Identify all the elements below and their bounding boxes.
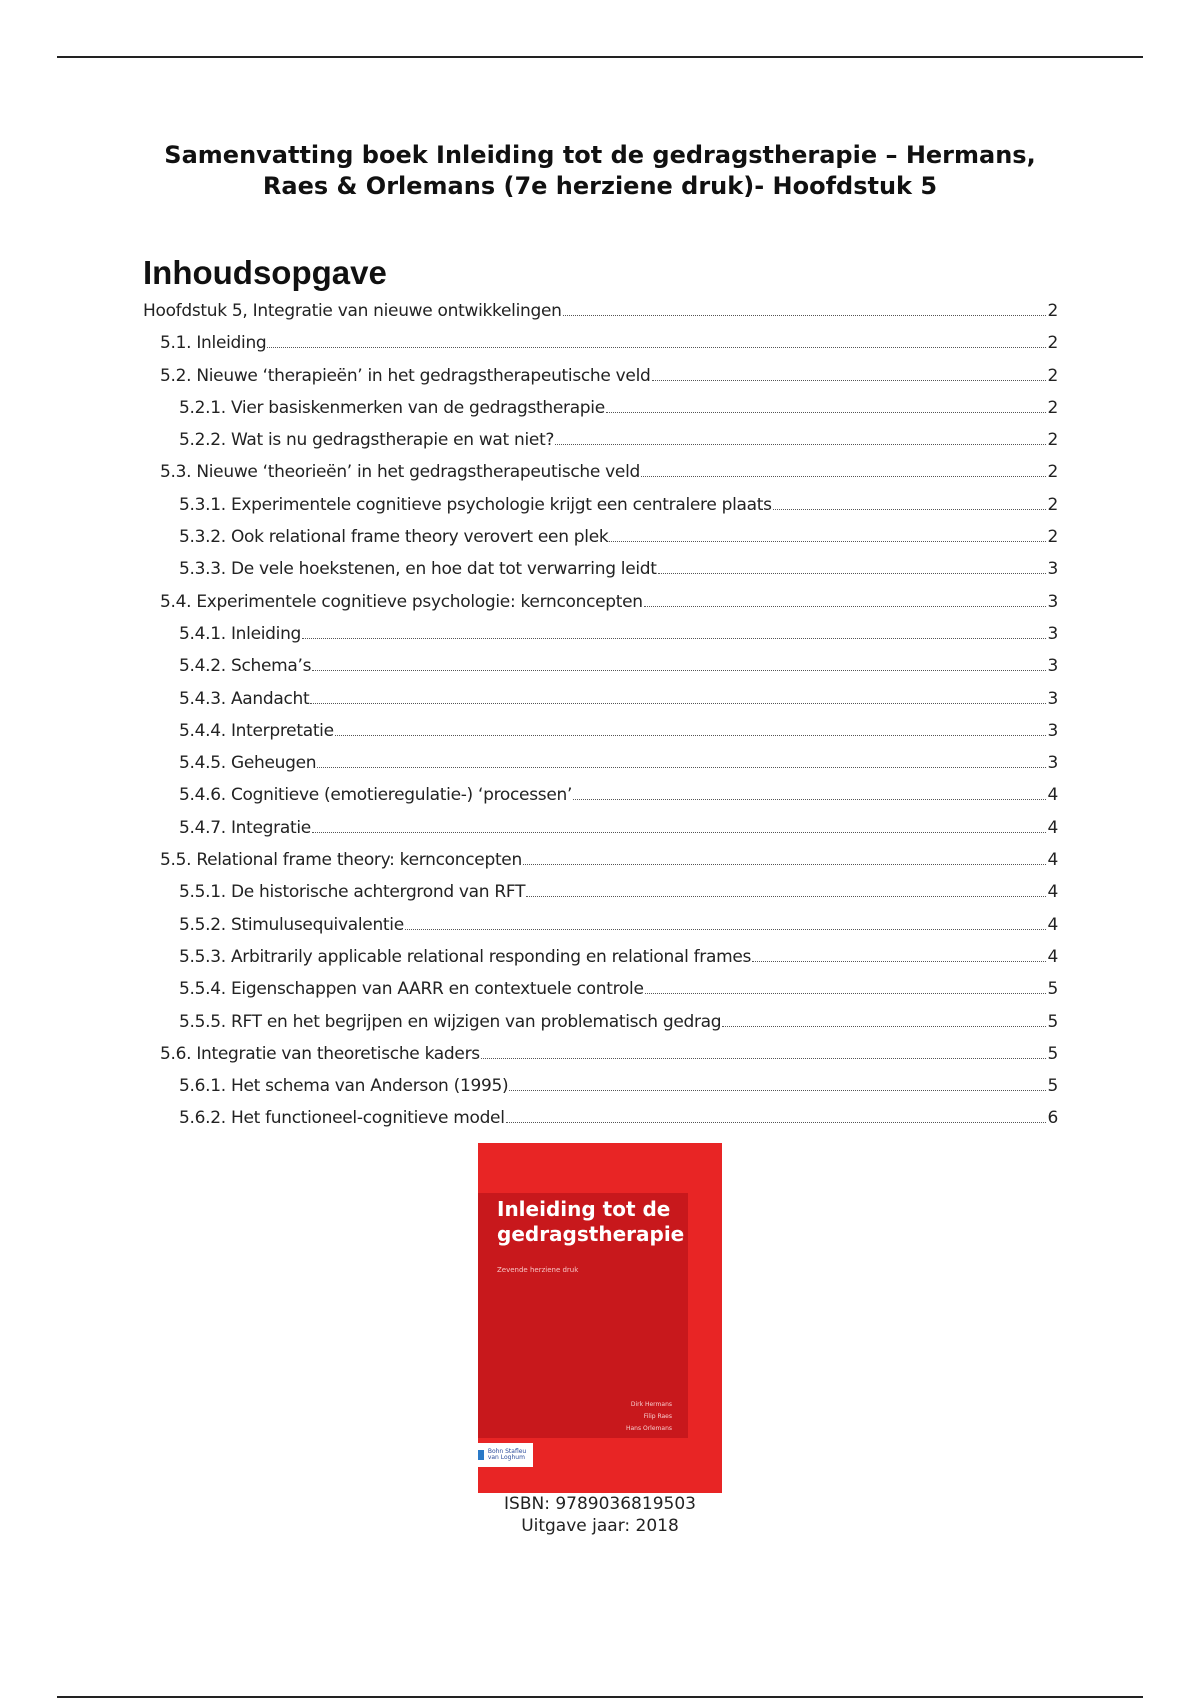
toc-dot-leader (652, 380, 1047, 381)
toc-entry-page: 2 (1047, 333, 1058, 354)
toc-entry[interactable] (143, 462, 1058, 494)
toc-heading: Inhoudsopgave (143, 254, 387, 291)
toc-entry[interactable] (143, 915, 1058, 947)
toc-entry-label: 5.4.4. Interpretatie (179, 720, 334, 741)
toc-entry-page: 3 (1047, 720, 1058, 741)
toc-entry-label: 5.5.5. RFT en het begrijpen en wijzigen van problematisch gedrag (179, 1011, 722, 1032)
toc-dot-leader (641, 476, 1046, 477)
toc-entry[interactable] (143, 527, 1058, 559)
toc-entry[interactable] (143, 656, 1058, 688)
toc-entry[interactable] (143, 785, 1058, 817)
toc-entry-label: 5.4.5. Geheugen (179, 753, 317, 774)
toc-entry-label: 5.6. Integratie van theoretische kaders (160, 1043, 480, 1064)
toc-dot-leader (773, 509, 1047, 510)
toc-entry-label: 5.3.1. Experimentele cognitieve psychologie krijgt een centralere plaats (179, 494, 772, 515)
toc-entry-label: 5.2.2. Wat is nu gedragstherapie en wat niet? (179, 430, 555, 451)
toc-entry-label: 5.5.2. Stimulusequivalentie (179, 914, 404, 935)
toc-entry-page: 2 (1047, 301, 1058, 321)
toc-entry-page: 2 (1047, 494, 1058, 515)
toc-dot-leader (335, 735, 1047, 736)
toc-entry[interactable] (143, 301, 1058, 333)
toc-entry[interactable] (143, 624, 1058, 656)
toc-entry-label: 5.5. Relational frame theory: kernconcepten (160, 850, 522, 871)
toc-entry[interactable] (143, 559, 1058, 591)
toc-entry[interactable] (143, 398, 1058, 430)
toc-entry-label: 5.2.1. Vier basiskenmerken van de gedragstherapie (179, 397, 605, 418)
toc-entry[interactable] (143, 689, 1058, 721)
toc-dot-leader (523, 864, 1047, 865)
toc-entry-page: 4 (1047, 785, 1058, 806)
publisher-logo (478, 1443, 533, 1467)
toc-dot-leader (752, 961, 1046, 962)
toc-entry-label: 5.3.3. De vele hoekstenen, en hoe dat tot verwarring leidt (179, 559, 657, 580)
toc-entry[interactable] (143, 850, 1058, 882)
toc-dot-leader (555, 444, 1046, 445)
toc-entry-label: 5.4.3. Aandacht (179, 688, 310, 709)
toc-entry-page: 3 (1047, 753, 1058, 774)
toc-entry-page: 3 (1047, 623, 1058, 644)
toc-entry[interactable] (143, 753, 1058, 785)
toc-dot-leader (312, 670, 1046, 671)
publisher-name: Bohn Stafleu van Loghum (487, 1448, 527, 1461)
toc-entry-page: 5 (1047, 979, 1058, 1000)
toc-entry[interactable] (143, 430, 1058, 462)
toc-entry-label: 5.4.7. Integratie (179, 817, 311, 838)
toc-dot-leader (310, 703, 1046, 704)
toc-entry[interactable] (143, 818, 1058, 850)
toc-entry-page: 3 (1047, 591, 1058, 612)
toc-dot-leader (267, 347, 1046, 348)
toc-entry-label: 5.3. Nieuwe ‘theorieën’ in het gedragstherapeutische veld (160, 462, 640, 483)
toc-entry-label: 5.4.6. Cognitieve (emotieregulatie-) ‘processen’ (179, 785, 573, 806)
toc-entry-label: 5.2. Nieuwe ‘therapieën’ in het gedragstherapeutische veld (160, 365, 651, 386)
table-of-contents (143, 301, 1058, 1141)
toc-entry-page: 2 (1047, 430, 1058, 451)
publication-year: Uitgave jaar: 2018 (521, 1516, 679, 1536)
bottom-rule (57, 1696, 1143, 1698)
toc-entry-page: 2 (1047, 527, 1058, 548)
toc-dot-leader (317, 767, 1046, 768)
toc-entry-page: 5 (1047, 1076, 1058, 1097)
toc-dot-leader (658, 573, 1047, 574)
toc-entry-page: 2 (1047, 397, 1058, 418)
publisher-logo-icon (478, 1450, 484, 1460)
toc-entry-label: Hoofdstuk 5, Integratie van nieuwe ontwikkelingen (143, 301, 562, 321)
toc-entry[interactable] (143, 1012, 1058, 1044)
toc-entry-page: 4 (1047, 850, 1058, 871)
toc-dot-leader (405, 929, 1047, 930)
cover-author: Filip Raes (643, 1413, 672, 1420)
toc-entry-label: 5.4.1. Inleiding (179, 623, 302, 644)
toc-dot-leader (526, 896, 1046, 897)
toc-dot-leader (563, 315, 1047, 316)
toc-entry[interactable] (143, 1044, 1058, 1076)
toc-entry[interactable] (143, 333, 1058, 365)
cover-author: Hans Orlemans (625, 1425, 672, 1432)
toc-entry-page: 5 (1047, 1043, 1058, 1064)
toc-entry-page: 4 (1047, 946, 1058, 967)
toc-dot-leader (644, 606, 1047, 607)
document-title: Samenvatting boek Inleiding tot de gedragstherapie – Hermans, Raes & Orlemans (7e herziene druk)- Hoofdstuk 5 (164, 141, 1036, 200)
toc-entry[interactable] (143, 366, 1058, 398)
book-cover (478, 1143, 722, 1493)
toc-entry-label: 5.5.4. Eigenschappen van AARR en contextuele controle (179, 979, 644, 1000)
toc-entry-page: 6 (1047, 1108, 1058, 1129)
toc-entry-label: 5.4.2. Schema’s (179, 656, 312, 677)
toc-entry-page: 4 (1047, 882, 1058, 903)
toc-entry[interactable] (143, 882, 1058, 914)
toc-entry[interactable] (143, 979, 1058, 1011)
toc-dot-leader (302, 638, 1046, 639)
top-rule (57, 56, 1143, 58)
toc-entry[interactable] (143, 947, 1058, 979)
cover-edition: Zevende herziene druk (497, 1266, 579, 1274)
toc-dot-leader (609, 541, 1046, 542)
cover-title: Inleiding tot de gedragstherapie (497, 1197, 685, 1246)
toc-dot-leader (645, 993, 1047, 994)
toc-entry[interactable] (143, 721, 1058, 753)
toc-entry-page: 3 (1047, 559, 1058, 580)
toc-dot-leader (573, 799, 1046, 800)
toc-entry-page: 4 (1047, 817, 1058, 838)
toc-entry[interactable] (143, 495, 1058, 527)
toc-entry[interactable] (143, 592, 1058, 624)
toc-entry[interactable] (143, 1108, 1058, 1140)
toc-dot-leader (606, 412, 1047, 413)
toc-dot-leader (509, 1090, 1046, 1091)
toc-entry-page: 5 (1047, 1011, 1058, 1032)
toc-entry-label: 5.3.2. Ook relational frame theory verovert een plek (179, 527, 609, 548)
toc-entry[interactable] (143, 1076, 1058, 1108)
toc-entry-label: 5.6.2. Het functioneel-cognitieve model (179, 1108, 505, 1129)
isbn-text: ISBN: 9789036819503 (504, 1494, 696, 1514)
toc-entry-page: 3 (1047, 688, 1058, 709)
toc-entry-page: 4 (1047, 914, 1058, 935)
toc-entry-page: 2 (1047, 365, 1058, 386)
toc-dot-leader (722, 1026, 1046, 1027)
toc-entry-label: 5.1. Inleiding (160, 333, 267, 354)
cover-authors (626, 1399, 672, 1435)
toc-dot-leader (506, 1122, 1047, 1123)
cover-author: Dirk Hermans (630, 1401, 672, 1408)
toc-entry-label: 5.6.1. Het schema van Anderson (1995) (179, 1076, 509, 1097)
toc-entry-page: 3 (1047, 656, 1058, 677)
toc-entry-label: 5.4. Experimentele cognitieve psychologie: kernconcepten (160, 591, 643, 612)
toc-dot-leader (312, 832, 1047, 833)
toc-entry-page: 2 (1047, 462, 1058, 483)
toc-entry-label: 5.5.1. De historische achtergrond van RFT (179, 882, 526, 903)
toc-dot-leader (481, 1058, 1047, 1059)
toc-entry-label: 5.5.3. Arbitrarily applicable relational responding en relational frames (179, 946, 752, 967)
